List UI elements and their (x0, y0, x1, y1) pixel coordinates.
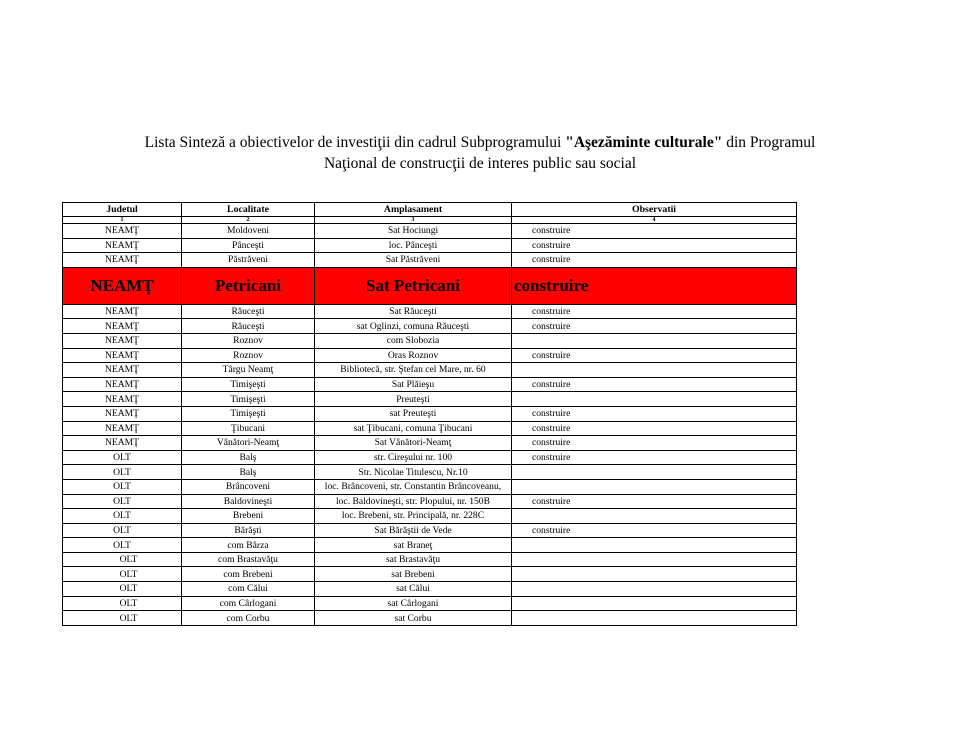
table-row (63, 238, 797, 253)
cell-judet: NEAMŢ (63, 238, 182, 253)
table-row (63, 406, 797, 421)
cell-observatii (512, 582, 797, 597)
cell-judet: OLT (63, 509, 182, 524)
cell-amplasament: Sat Răuceşti (315, 304, 512, 319)
cell-judet: NEAMŢ (63, 421, 182, 436)
cell-amplasament: com Slobozia (315, 333, 512, 348)
cell-judet: OLT (63, 538, 182, 553)
cell-observatii: construire (512, 238, 797, 253)
title-line-1-prefix: Lista Sinteză a obiectivelor de investiţii din cadrul Subprogramului (144, 134, 566, 151)
objectives-table (62, 202, 797, 626)
cell-localitate: Roznov (182, 348, 315, 363)
table-row (63, 224, 797, 239)
cell-observatii (512, 509, 797, 524)
table-row (63, 436, 797, 451)
table-row (63, 465, 797, 480)
cell-localitate: Baldovineşti (182, 494, 315, 509)
column-number-2: 2 (182, 217, 315, 224)
cell-localitate: com Călui (182, 582, 315, 597)
cell-judet: NEAMŢ (63, 377, 182, 392)
cell-observatii (512, 479, 797, 494)
cell-amplasament: Sat Păstrăveni (315, 253, 512, 268)
cell-amplasament: sat Cârlogani (315, 596, 512, 611)
cell-observatii: construire (512, 319, 797, 334)
cell-localitate: Brâncoveni (182, 479, 315, 494)
table-row (63, 348, 797, 363)
cell-judet: NEAMŢ (63, 348, 182, 363)
cell-localitate: Balş (182, 465, 315, 480)
document-title (0, 132, 960, 174)
title-line-1 (0, 132, 960, 153)
cell-judet: NEAMŢ (63, 253, 182, 268)
cell-amplasament: loc. Pânceşti (315, 238, 512, 253)
column-number-4: 4 (512, 217, 797, 224)
cell-observatii (512, 333, 797, 348)
cell-judet: NEAMŢ (63, 406, 182, 421)
cell-observatii (512, 552, 797, 567)
cell-localitate: Târgu Neamţ (182, 363, 315, 378)
cell-observatii: construire (512, 494, 797, 509)
cell-observatii: construire (512, 224, 797, 239)
cell-localitate: com Brastavăţu (182, 552, 315, 567)
header-localitate: Localitate (182, 203, 315, 217)
table-row (63, 596, 797, 611)
table-row (63, 567, 797, 582)
table-row (63, 450, 797, 465)
column-number-3: 3 (315, 217, 512, 224)
cell-amplasament: sat Corbu (315, 611, 512, 626)
cell-amplasament: str. Cireşului nr. 100 (315, 450, 512, 465)
table-row (63, 479, 797, 494)
cell-judet: OLT (63, 523, 182, 538)
cell-judet: OLT (63, 611, 182, 626)
header-observatii: Observatii (512, 203, 797, 217)
cell-localitate: Pânceşti (182, 238, 315, 253)
cell-amplasament: Oras Roznov (315, 348, 512, 363)
cell-localitate: Vânători-Neamţ (182, 436, 315, 451)
table-row (63, 377, 797, 392)
cell-amplasament: sat Oglinzi, comuna Răuceşti (315, 319, 512, 334)
cell-localitate: Timişeşti (182, 406, 315, 421)
cell-observatii (512, 538, 797, 553)
cell-observatii: construire (512, 253, 797, 268)
cell-judet: NEAMŢ (63, 267, 182, 304)
cell-judet: OLT (63, 494, 182, 509)
table-row (63, 253, 797, 268)
cell-localitate: com Bârza (182, 538, 315, 553)
cell-localitate: com Corbu (182, 611, 315, 626)
cell-amplasament: sat Ţibucani, comuna Ţibucani (315, 421, 512, 436)
table-row (63, 421, 797, 436)
cell-observatii (512, 611, 797, 626)
cell-localitate: Petricani (182, 267, 315, 304)
cell-amplasament: sat Preuteşti (315, 406, 512, 421)
header-row (63, 203, 797, 217)
cell-localitate: Roznov (182, 333, 315, 348)
cell-observatii (512, 567, 797, 582)
cell-amplasament: sat Brastavăţu (315, 552, 512, 567)
cell-judet: OLT (63, 552, 182, 567)
cell-judet: NEAMŢ (63, 392, 182, 407)
table-row (63, 392, 797, 407)
cell-amplasament: Sat Vânători-Neamţ (315, 436, 512, 451)
table-row (63, 611, 797, 626)
table-row (63, 267, 797, 304)
cell-judet: NEAMŢ (63, 304, 182, 319)
cell-amplasament: Preuteşti (315, 392, 512, 407)
cell-localitate: Timişeşti (182, 377, 315, 392)
table-row (63, 363, 797, 378)
cell-localitate: com Cârlogani (182, 596, 315, 611)
title-line-1-bold: "Aşezăminte culturale" (565, 134, 723, 151)
cell-amplasament: loc. Brâncoveni, str. Constantin Brâncoveanu, (315, 479, 512, 494)
cell-judet: OLT (63, 479, 182, 494)
cell-amplasament: Sat Plăieşu (315, 377, 512, 392)
column-number-row (63, 217, 797, 224)
table-row (63, 304, 797, 319)
cell-observatii: construire (512, 406, 797, 421)
cell-amplasament: sat Călui (315, 582, 512, 597)
title-line-2: Naţional de construcţii de interes public sau social (323, 155, 637, 172)
cell-amplasament: Sat Hociungi (315, 224, 512, 239)
cell-localitate: Răuceşti (182, 319, 315, 334)
table-row (63, 319, 797, 334)
cell-amplasament: Sat Bărăştii de Vede (315, 523, 512, 538)
cell-observatii: construire (512, 267, 797, 304)
cell-amplasament: sat Braneţ (315, 538, 512, 553)
table-row (63, 582, 797, 597)
cell-judet: NEAMŢ (63, 363, 182, 378)
table-row (63, 333, 797, 348)
table-row (63, 538, 797, 553)
table-row (63, 523, 797, 538)
cell-judet: OLT (63, 596, 182, 611)
cell-amplasament: sat Brebeni (315, 567, 512, 582)
cell-localitate: Bărăşti (182, 523, 315, 538)
cell-localitate: Brebeni (182, 509, 315, 524)
cell-judet: OLT (63, 567, 182, 582)
cell-observatii: construire (512, 450, 797, 465)
cell-judet: NEAMŢ (63, 224, 182, 239)
column-number-1: 1 (63, 217, 182, 224)
cell-judet: OLT (63, 465, 182, 480)
cell-localitate: Moldoveni (182, 224, 315, 239)
cell-judet: NEAMŢ (63, 436, 182, 451)
cell-observatii: construire (512, 523, 797, 538)
cell-observatii: construire (512, 377, 797, 392)
table-row (63, 552, 797, 567)
cell-amplasament: Bibliotecă, str. Ştefan cel Mare, nr. 60 (315, 363, 512, 378)
cell-judet: NEAMŢ (63, 333, 182, 348)
title-line-1-suffix: din Programul (722, 134, 816, 151)
cell-amplasament: loc. Baldovineşti, str. Plopului, nr. 150B (315, 494, 512, 509)
cell-observatii: construire (512, 436, 797, 451)
cell-localitate: Balş (182, 450, 315, 465)
table-row (63, 494, 797, 509)
cell-judet: OLT (63, 450, 182, 465)
table-body (63, 203, 797, 626)
cell-amplasament: loc. Brebeni, str. Principală, nr. 228C (315, 509, 512, 524)
header-judetul: Judetul (63, 203, 182, 217)
cell-localitate: Păstrăveni (182, 253, 315, 268)
cell-observatii: construire (512, 304, 797, 319)
cell-observatii: construire (512, 421, 797, 436)
cell-localitate: com Brebeni (182, 567, 315, 582)
cell-localitate: Timişeşti (182, 392, 315, 407)
cell-observatii (512, 392, 797, 407)
cell-amplasament: Str. Nicolae Titulescu, Nr.10 (315, 465, 512, 480)
header-amplasament: Amplasament (315, 203, 512, 217)
table-row (63, 509, 797, 524)
cell-observatii (512, 596, 797, 611)
cell-observatii (512, 465, 797, 480)
cell-observatii: construire (512, 348, 797, 363)
cell-amplasament: Sat Petricani (315, 267, 512, 304)
cell-judet: OLT (63, 582, 182, 597)
cell-localitate: Ţibucani (182, 421, 315, 436)
cell-localitate: Răuceşti (182, 304, 315, 319)
cell-observatii (512, 363, 797, 378)
cell-judet: NEAMŢ (63, 319, 182, 334)
